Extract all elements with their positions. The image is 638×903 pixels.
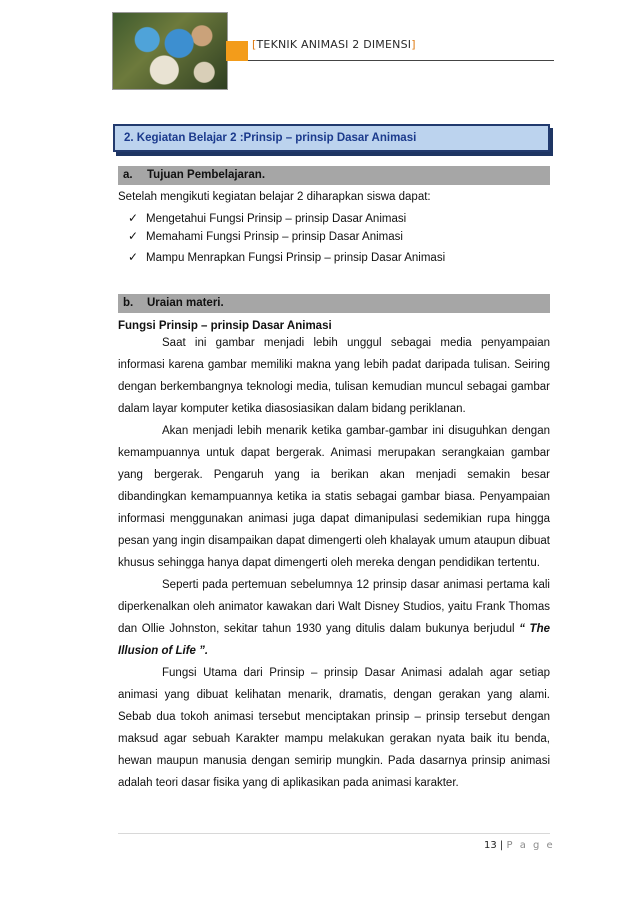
subsection-bar-uraian xyxy=(118,294,550,313)
section-heading-box xyxy=(113,124,550,152)
checkmark-icon: ✓ xyxy=(128,250,139,264)
objective-item: Mampu Menrapkan Fungsi Prinsip – prinsip Dasar Animasi xyxy=(146,252,446,264)
header-cover-image xyxy=(112,12,228,90)
uraian-subtitle: Fungsi Prinsip – prinsip Dasar Animasi xyxy=(118,320,332,332)
tujuan-intro: Setelah mengikuti kegiatan belajar 2 diharapkan siswa dapat: xyxy=(118,191,431,203)
header-accent-block xyxy=(226,41,248,61)
subsection-bar-tujuan xyxy=(118,166,550,185)
body-text xyxy=(118,332,550,794)
paragraph: Saat ini gambar menjadi lebih unggul sebagai media penyampaian informasi karena gambar memiliki makna yang lebih padat daripada tulisan. Seiring dengan berkembangnya teknologi media, tulisan kemudian muncul sebagai gambar dalam layar komputer ketika diasosiasikan dalam bidang periklanan. xyxy=(118,337,550,415)
subsection-label: Tujuan Pembelajaran. xyxy=(147,169,266,181)
book-title: “ The Illusion of Life ”. xyxy=(118,623,551,657)
header-rule xyxy=(248,60,554,61)
paragraph: Akan menjadi lebih menarik ketika gambar-gambar ini disuguhkan dengan kemampuannya untuk dapat bergerak. Animasi merupakan serangkaian gambar yang bergerak. Pengaruh yang ia berikan akan menjadi semakin besar dibandingkan kemampuannya ketika ia statis sebagai gambar biasa. Penyampaian informasi menggunakan animasi juga dapat dimanipulasi sedemikian rupa hingga pesan yang ingin disampaikan dapat dimengerti oleh khalayak umum ataupun dibuat khusus sehingga hanya dapat dimengerti oleh mereka dengan pendidikan tertentu. xyxy=(118,425,550,569)
page-footer: 13 | P a g e xyxy=(484,840,555,851)
subsection-label: Uraian materi. xyxy=(147,297,224,309)
page-number: 13 xyxy=(484,840,497,851)
paragraph-text: Seperti pada pertemuan sebelumnya 12 prinsip dasar animasi pertama kali diperkenalkan oleh animator kawakan dari Walt Disney Studios, yaitu Frank Thomas dan Ollie Johnston, sekitar tahun 1930 yang ditulis dalam bukunya berjudul xyxy=(118,579,550,635)
paragraph xyxy=(118,574,550,662)
objective-item: Mengetahui Fungsi Prinsip – prinsip Dasar Animasi xyxy=(146,213,407,225)
objective-item: Memahami Fungsi Prinsip – prinsip Dasar Animasi xyxy=(146,231,403,243)
page-label: P a g e xyxy=(506,840,555,851)
subsection-number: b. xyxy=(123,297,134,309)
subsection-number: a. xyxy=(123,169,133,181)
header-title: [TEKNIK ANIMASI 2 DIMENSI] xyxy=(252,38,416,51)
section-heading: 2. Kegiatan Belajar 2 :Prinsip – prinsip Dasar Animasi xyxy=(124,132,417,144)
paragraph: Fungsi Utama dari Prinsip – prinsip Dasar Animasi adalah agar setiap animasi yang dibuat kelihatan menarik, dramatis, dengan gerakan yang alami. Sebab dua tokoh animasi tersebut menciptakan prinsip – prinsip tersebut dengan maksud agar sebuah Karakter mampu melakukan gerakan nyata baik itu benda, hewan maupun manusia dengan semirip mungkin. Pada dasarnya prinsip animasi adalah teori dasar fisika yang di aplikasikan pada animasi karakter. xyxy=(118,667,550,789)
checkmark-icon: ✓ xyxy=(128,211,139,225)
footer-rule xyxy=(118,833,550,834)
checkmark-icon: ✓ xyxy=(128,229,139,243)
